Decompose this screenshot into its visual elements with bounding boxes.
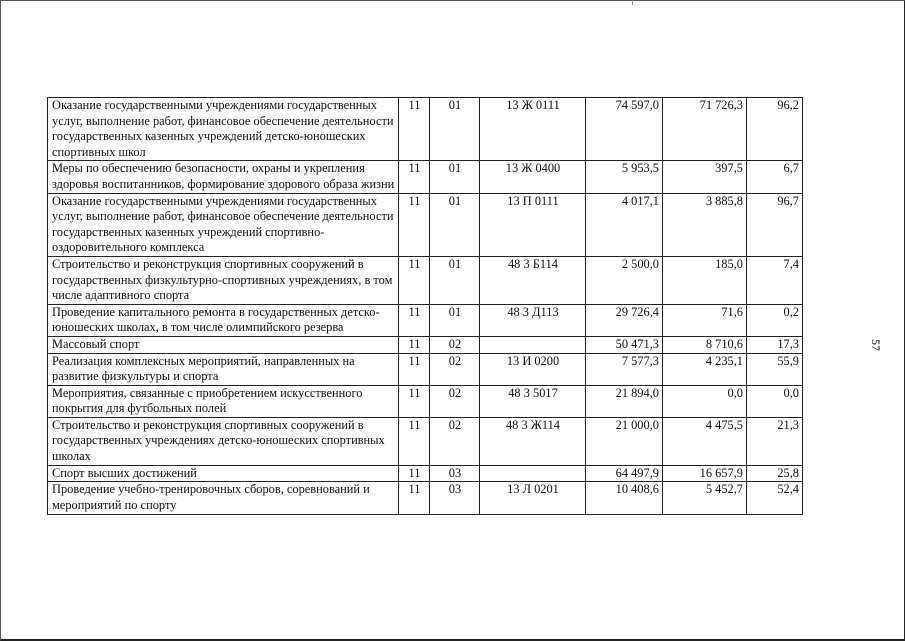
executed-amount-cell: 397,5 (663, 161, 747, 193)
target-code-cell (480, 336, 586, 353)
target-code-cell: 13 И 0200 (480, 353, 586, 385)
table-row (48, 336, 803, 353)
page-number: 57 (869, 339, 883, 351)
subsection-cell: 01 (430, 161, 480, 193)
target-code-cell: 48 3 Д113 (480, 304, 586, 336)
percent-cell: 21,3 (747, 417, 803, 465)
target-code-cell (480, 465, 586, 482)
subsection-cell: 01 (430, 193, 480, 256)
percent-cell: 55,9 (747, 353, 803, 385)
target-code-cell: 13 Ж 0111 (480, 98, 586, 161)
executed-amount-cell: 5 452,7 (663, 482, 747, 515)
percent-cell: 6,7 (747, 161, 803, 193)
section-cell: 11 (399, 482, 430, 515)
budget-table (47, 97, 803, 515)
section-cell: 11 (399, 256, 430, 304)
table-row (48, 161, 803, 193)
table-row (48, 465, 803, 482)
subsection-cell: 03 (430, 482, 480, 515)
planned-amount-cell: 64 497,9 (586, 465, 663, 482)
table-row (48, 482, 803, 515)
subsection-cell: 02 (430, 353, 480, 385)
planned-amount-cell: 21 000,0 (586, 417, 663, 465)
planned-amount-cell: 4 017,1 (586, 193, 663, 256)
row-name-cell: Проведение учебно-тренировочных сборов, соревнований и мероприятий по спорту (48, 482, 399, 515)
subsection-cell: 01 (430, 98, 480, 161)
section-cell: 11 (399, 304, 430, 336)
percent-cell: 0,0 (747, 385, 803, 417)
executed-amount-cell: 16 657,9 (663, 465, 747, 482)
percent-cell: 25,8 (747, 465, 803, 482)
planned-amount-cell: 10 408,6 (586, 482, 663, 515)
table-row (48, 353, 803, 385)
target-code-cell: 48 3 Ж114 (480, 417, 586, 465)
row-name-cell: Строительство и реконструкция спортивных сооружений в государственных учреждениях детско-юношеских спортивных школах (48, 417, 399, 465)
target-code-cell: 13 П 0111 (480, 193, 586, 256)
row-name-cell: Проведение капитального ремонта в государственных детско-юношеских школах, в том числе олимпийского резерва (48, 304, 399, 336)
percent-cell: 0,2 (747, 304, 803, 336)
section-cell: 11 (399, 417, 430, 465)
executed-amount-cell: 71 726,3 (663, 98, 747, 161)
executed-amount-cell: 71,6 (663, 304, 747, 336)
subsection-cell: 01 (430, 256, 480, 304)
planned-amount-cell: 74 597,0 (586, 98, 663, 161)
target-code-cell: 48 3 Б114 (480, 256, 586, 304)
row-name-cell: Спорт высших достижений (48, 465, 399, 482)
section-cell: 11 (399, 98, 430, 161)
table-row (48, 417, 803, 465)
percent-cell: 96,7 (747, 193, 803, 256)
target-code-cell: 13 Л 0201 (480, 482, 586, 515)
percent-cell: 7,4 (747, 256, 803, 304)
section-cell: 11 (399, 465, 430, 482)
row-name-cell: Оказание государственными учреждениями государственных услуг, выполнение работ, финансовое обеспечение деятельности государственных казенных учреждений спортивно-оздоровительного комплекса (48, 193, 399, 256)
planned-amount-cell: 21 894,0 (586, 385, 663, 417)
section-cell: 11 (399, 193, 430, 256)
executed-amount-cell: 4 235,1 (663, 353, 747, 385)
executed-amount-cell: 8 710,6 (663, 336, 747, 353)
section-cell: 11 (399, 353, 430, 385)
row-name-cell: Мероприятия, связанные с приобретением искусственного покрытия для футбольных полей (48, 385, 399, 417)
target-code-cell: 48 3 5017 (480, 385, 586, 417)
subsection-cell: 02 (430, 336, 480, 353)
executed-amount-cell: 0,0 (663, 385, 747, 417)
table-row (48, 98, 803, 161)
percent-cell: 17,3 (747, 336, 803, 353)
percent-cell: 96,2 (747, 98, 803, 161)
budget-table-body (48, 98, 803, 515)
subsection-cell: 01 (430, 304, 480, 336)
planned-amount-cell: 50 471,3 (586, 336, 663, 353)
table-row (48, 193, 803, 256)
section-cell: 11 (399, 161, 430, 193)
subsection-cell: 02 (430, 385, 480, 417)
planned-amount-cell: 5 953,5 (586, 161, 663, 193)
row-name-cell: Строительство и реконструкция спортивных сооружений в государственных физкультурно-спортивных учреждениях, в том числе адаптивного спорта (48, 256, 399, 304)
executed-amount-cell: 3 885,8 (663, 193, 747, 256)
section-cell: 11 (399, 385, 430, 417)
percent-cell: 52,4 (747, 482, 803, 515)
row-name-cell: Массовый спорт (48, 336, 399, 353)
planned-amount-cell: 7 577,3 (586, 353, 663, 385)
planned-amount-cell: 2 500,0 (586, 256, 663, 304)
row-name-cell: Оказание государственными учреждениями государственных услуг, выполнение работ, финансовое обеспечение деятельности государственных казенных учреждений детско-юношеских спортивных школ (48, 98, 399, 161)
subsection-cell: 03 (430, 465, 480, 482)
section-cell: 11 (399, 336, 430, 353)
page-edge-mark (632, 0, 633, 5)
table-row (48, 304, 803, 336)
target-code-cell: 13 Ж 0400 (480, 161, 586, 193)
planned-amount-cell: 29 726,4 (586, 304, 663, 336)
executed-amount-cell: 4 475,5 (663, 417, 747, 465)
executed-amount-cell: 185,0 (663, 256, 747, 304)
subsection-cell: 02 (430, 417, 480, 465)
row-name-cell: Реализация комплексных мероприятий, направленных на развитие физкультуры и спорта (48, 353, 399, 385)
row-name-cell: Меры по обеспечению безопасности, охраны и укрепления здоровья воспитанников, формирование здорового образа жизни (48, 161, 399, 193)
table-row (48, 385, 803, 417)
table-row (48, 256, 803, 304)
